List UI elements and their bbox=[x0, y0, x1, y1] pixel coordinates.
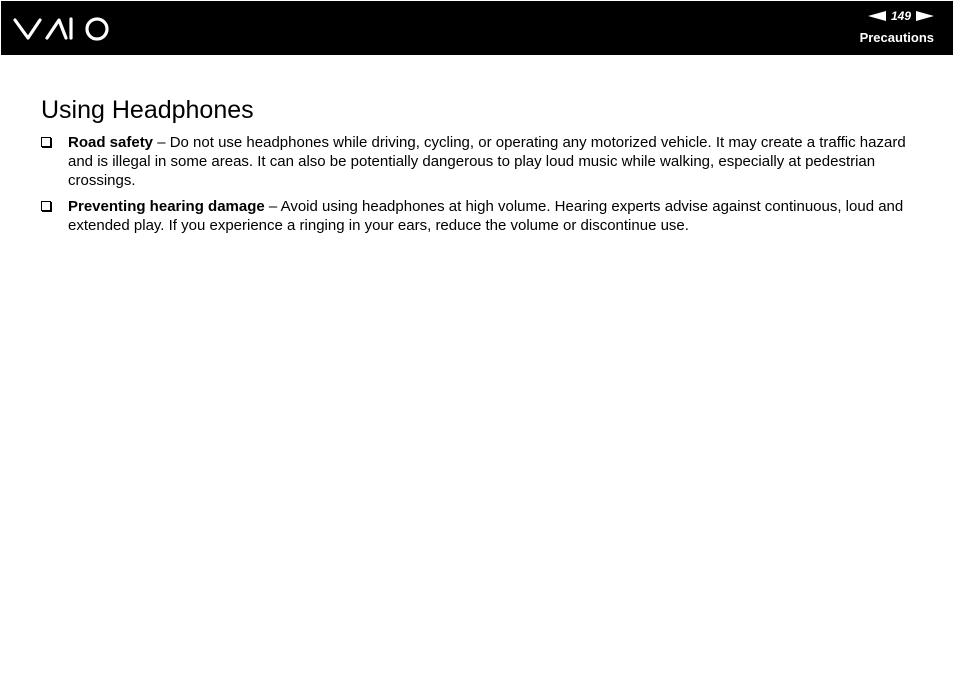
list-item bbox=[41, 133, 921, 190]
precaution-list bbox=[41, 133, 921, 242]
page-title: Using Headphones bbox=[41, 96, 254, 124]
page-number: 149 bbox=[890, 9, 911, 23]
previous-page-icon[interactable] bbox=[868, 11, 886, 21]
item-term: Preventing hearing damage bbox=[68, 198, 265, 215]
checkbox-bullet-icon bbox=[41, 201, 51, 211]
vaio-logo bbox=[13, 14, 121, 44]
page-header bbox=[1, 1, 953, 55]
item-term: Road safety bbox=[68, 134, 154, 151]
item-text: – Do not use headphones while driving, cycling, or operating any motorized vehicle. It may create a traffic hazard and is illegal in some areas. It can also be potentially dangerous to play loud music while walking, especially at pedestrian crossings. bbox=[68, 134, 906, 189]
next-page-icon[interactable] bbox=[916, 11, 934, 21]
checkbox-bullet-icon bbox=[41, 137, 51, 147]
item-text: – Avoid using headphones at high volume. Hearing experts advise against continuous, loud and extended play. If you experience a ringing in your ears, reduce the volume or discontinue use. bbox=[68, 198, 904, 234]
section-label[interactable]: Precautions bbox=[859, 30, 934, 45]
list-item bbox=[41, 197, 921, 235]
page-navigation bbox=[868, 8, 934, 24]
